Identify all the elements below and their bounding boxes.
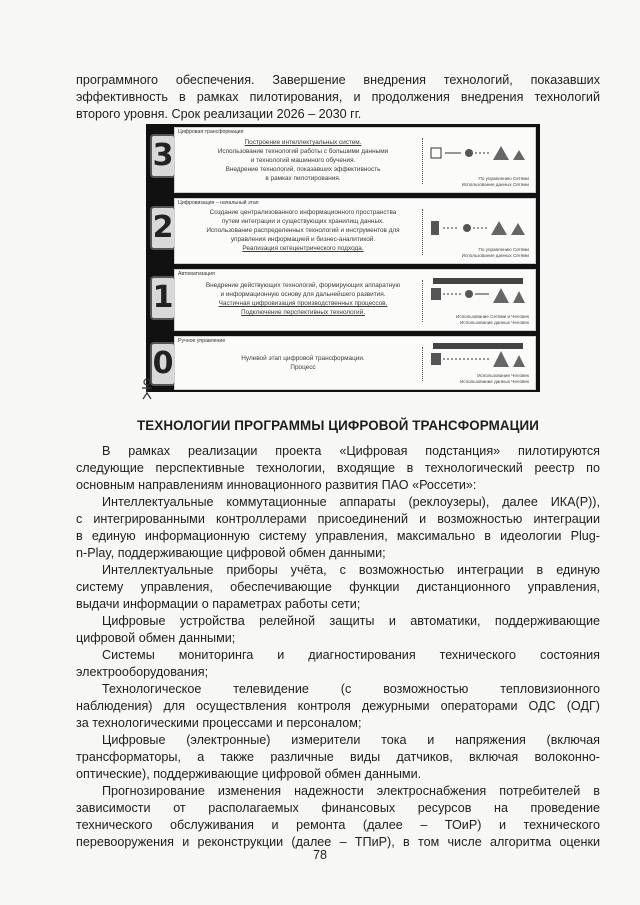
stage-2-illustration: [429, 217, 529, 239]
stage-0-title: Ручное управление: [178, 338, 226, 344]
stage-3-line: Использование технологий работы с большими данными: [217, 148, 389, 155]
stage-3-illustration: [429, 142, 529, 164]
body-line: следующие перспективные технологии, входящие в технологический реестр по: [76, 461, 600, 475]
stage-2-caption-line: По управлению Сетями: [478, 247, 529, 252]
stage-1-line: Подключение перспективных технологий.: [241, 309, 365, 316]
stage-1-line: Частичная цифровизация производственных процессов.: [218, 300, 388, 307]
intro-line-1: программного обеспечения. Завершение внедрения технологий, показавших: [76, 73, 600, 87]
body-line: Системы мониторинга и диагностирования технического состояния: [102, 648, 600, 662]
body-line: основным направлениям инновационного развития ПАО «Россети»:: [76, 478, 477, 492]
stage-2-line: Создание централизованного информационного пространства: [209, 209, 397, 216]
stage-3-line: Построение интеллектуальных систем.: [244, 139, 362, 146]
section-heading: ТЕХНОЛОГИИ ПРОГРАММЫ ЦИФРОВОЙ ТРАНСФОРМАЦИИ: [137, 418, 539, 433]
intro-line-3: второго уровня. Срок реализации 2026 – 2030 гг.: [76, 107, 362, 121]
intro-line-2: эффективность в рамках пилотирования, и продолжения внедрения технологий: [76, 90, 600, 104]
stage-3-caption-line: Использование данных Сетями: [461, 182, 529, 187]
body-line: Цифровые устройства релейной защиты и автоматики, поддерживающие: [102, 614, 600, 628]
body-line: наблюдения) для осуществления контроля дежурными операторами ОДС (ОДГ): [76, 699, 600, 713]
body-line: с интегрированными контроллерами присоединений и возможностью интеграции: [76, 512, 600, 526]
body-line: зависимости от располагаемых финансовых ресурсов на проведение: [76, 801, 600, 815]
body-line: цифровой обмен данными;: [76, 631, 236, 645]
stage-2-caption: [462, 247, 529, 259]
body-line: оптические), поддерживающие цифровой обмен данными.: [76, 767, 422, 781]
body-line: выдачи информации о параметрах работы сети;: [76, 597, 361, 611]
body-line: В рамках реализации проекта «Цифровая подстанция» пилотируются: [102, 444, 600, 458]
stage-3-title: Цифровая трансформация: [178, 129, 244, 135]
body-line: технического обслуживания и ремонта (далее – ТОиР) и технического: [76, 818, 600, 832]
stage-2-text: [185, 208, 421, 253]
stage-1-illustration: [429, 276, 529, 306]
stage-3-panel: [174, 127, 536, 193]
stage-0-caption: [460, 373, 529, 385]
stage-2-panel: [174, 198, 536, 264]
stage-0-caption-line: Использование Человек: [477, 373, 529, 378]
stage-2-line: Реализация сетецентрического подхода.: [242, 245, 364, 252]
stage-divider: [422, 209, 423, 255]
stage-3-line: Внедрение технологий, показавших эффективность: [225, 166, 381, 173]
body-line: n-Play, поддерживающие цифровой обмен данными;: [76, 546, 386, 560]
stage-3-number: 3: [150, 134, 176, 178]
stage-3-caption-line: По управлению Сетями: [478, 176, 529, 181]
stage-3-caption: [462, 176, 529, 188]
stage-2-caption-line: Использование данных Сетями: [461, 253, 529, 258]
stage-0-panel: [174, 336, 536, 390]
body-line: в единую информационную систему управления, максимально в идеологии Plug-: [76, 529, 600, 543]
stage-1-caption-line: Использование Сетями и Человек: [456, 314, 529, 319]
stage-0-line: Нулевой этап цифровой трансформации.: [241, 355, 365, 362]
stage-2-line: управления информацией и бизнес-аналитикой.: [230, 236, 376, 243]
body-line: трансформаторы, а также различные виды датчиков, включая волоконно-: [76, 750, 600, 764]
body-line: систему управления, обеспечивающие функции дистанционного управления,: [76, 580, 600, 594]
stage-3-line: в рамках пилотирования.: [265, 175, 341, 182]
body-line: перевооружения и реконструкции (далее – ТПиР), в том числе алгоритма оценки: [76, 835, 600, 849]
stage-3-line: и технологий машинного обучения.: [250, 157, 356, 164]
stage-2-line: Использование распределенных технологий и инструментов для: [206, 227, 400, 234]
stage-1-line: Внедрение действующих технологий, формирующих аппаратную: [205, 282, 401, 289]
stage-1-caption-line: Использование данных Человек: [460, 320, 529, 325]
stage-0-number: 0: [150, 342, 176, 386]
digital-transformation-figure: [146, 124, 540, 392]
body-line: электрооборудования;: [76, 665, 209, 679]
stage-1-text: [185, 281, 421, 317]
stage-1-panel: [174, 269, 536, 331]
stage-1-title: Автоматизация: [178, 271, 215, 277]
page-number: 78: [312, 848, 327, 862]
stage-0-illustration: [429, 341, 529, 369]
body-line: Технологическое телевидение (с возможностью тепловизионного: [102, 682, 600, 696]
stage-0-line: Процесс: [290, 364, 316, 371]
stage-1-line: и информационную основу для дальнейшего развития.: [220, 291, 386, 298]
stage-3-text: [185, 138, 421, 183]
body-line: Прогнозирование изменения надежности электроснабжения потребителей в: [102, 784, 600, 798]
stage-divider: [422, 280, 423, 322]
stage-2-title: Цифровизация – начальный этап: [178, 200, 259, 206]
body-line: Интеллектуальные коммутационные аппараты (реклоузеры), далее ИКА(Р)),: [102, 495, 600, 509]
stage-1-caption: [456, 314, 529, 326]
stage-0-caption-line: Использование данных Человек: [460, 379, 529, 384]
stage-0-text: [185, 354, 421, 372]
person-icon: [140, 378, 154, 400]
stage-2-number: 2: [150, 206, 176, 250]
stage-2-line: путем интеграции и существующих хранилищ данных.: [221, 218, 385, 225]
stage-divider: [422, 138, 423, 184]
body-line: Интеллектуальные приборы учёта, с возможностью интеграции в единую: [102, 563, 600, 577]
stage-divider: [422, 347, 423, 381]
stage-1-number: 1: [150, 276, 176, 320]
body-line: за технологическими процессами и персоналом;: [76, 716, 362, 730]
body-line: Цифровые (электронные) измерители тока и напряжения (включая: [102, 733, 600, 747]
